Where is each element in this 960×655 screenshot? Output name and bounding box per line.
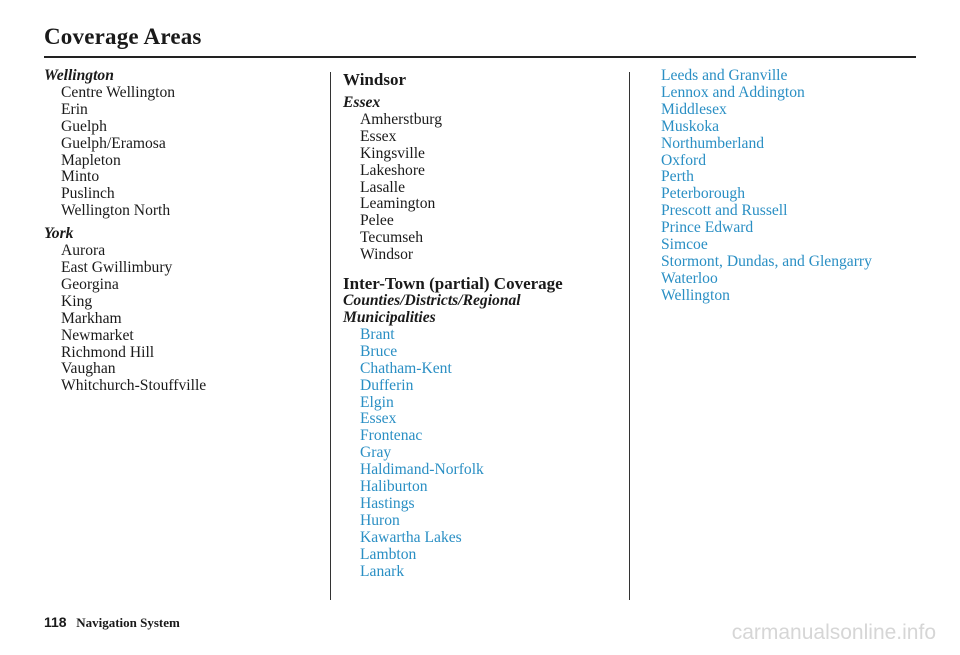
page-footer bbox=[44, 614, 180, 631]
york-list bbox=[44, 243, 324, 395]
list-item: Gray bbox=[360, 444, 392, 462]
list-item: Essex bbox=[360, 410, 397, 428]
column-divider-2 bbox=[629, 72, 630, 600]
column-1 bbox=[44, 68, 324, 395]
list-item: Centre Wellington bbox=[61, 83, 176, 101]
list-item: Kawartha Lakes bbox=[360, 528, 462, 546]
list-item: Kingsville bbox=[360, 144, 425, 162]
list-item: Markham bbox=[61, 309, 122, 327]
list-item: Essex bbox=[360, 127, 397, 145]
list-item: Newmarket bbox=[61, 326, 134, 344]
list-item: Perth bbox=[661, 168, 694, 186]
list-item: Peterborough bbox=[661, 185, 746, 203]
page-title: Coverage Areas bbox=[44, 24, 202, 49]
group-heading-essex: Essex bbox=[343, 94, 381, 111]
list-item: Chatham-Kent bbox=[360, 359, 452, 377]
essex-list bbox=[343, 112, 623, 264]
list-item: Vaughan bbox=[61, 360, 116, 378]
footer-label: Navigation System bbox=[76, 615, 180, 630]
inter-town-list bbox=[343, 327, 623, 581]
title-rule bbox=[44, 56, 916, 58]
list-item: Waterloo bbox=[661, 269, 718, 287]
list-item: Oxford bbox=[661, 151, 707, 169]
column-divider-1 bbox=[330, 72, 331, 600]
list-item: Lakeshore bbox=[360, 161, 425, 179]
column-2 bbox=[343, 70, 623, 580]
inter-subtitle-line-1: Counties/Districts/Regional bbox=[343, 292, 521, 310]
list-item: Tecumseh bbox=[360, 229, 423, 247]
wellington-list bbox=[44, 85, 324, 220]
list-item: Bruce bbox=[360, 342, 398, 360]
list-item: Erin bbox=[61, 100, 88, 118]
watermark: carmanualsonline.info bbox=[731, 621, 936, 644]
list-item: Lambton bbox=[360, 545, 417, 563]
list-item: Amherstburg bbox=[360, 110, 443, 128]
page-number: 118 bbox=[44, 614, 67, 630]
list-item: Lanark bbox=[360, 562, 405, 580]
list-item: Haliburton bbox=[360, 478, 428, 496]
list-item: Prescott and Russell bbox=[661, 202, 788, 220]
list-item: Mapleton bbox=[61, 151, 121, 169]
list-item: Guelph/Eramosa bbox=[61, 134, 166, 152]
list-item: Middlesex bbox=[661, 100, 727, 118]
list-item: Windsor bbox=[360, 246, 414, 264]
list-item: Wellington North bbox=[61, 202, 171, 220]
list-item: Leamington bbox=[360, 195, 436, 213]
list-item: Hastings bbox=[360, 494, 415, 512]
list-item: Northumberland bbox=[661, 134, 765, 152]
list-item: Lennox and Addington bbox=[661, 83, 805, 101]
list-item: Muskoka bbox=[661, 117, 720, 135]
list-item: Frontenac bbox=[360, 427, 423, 445]
inter-subtitle-line-2: Municipalities bbox=[343, 308, 436, 326]
list-item: Huron bbox=[360, 511, 400, 529]
list-item: Haldimand-Norfolk bbox=[360, 461, 484, 479]
list-item: King bbox=[61, 292, 93, 310]
list-item: Georgina bbox=[61, 275, 119, 293]
list-item: Puslinch bbox=[61, 185, 115, 203]
list-item: Whitchurch-Stouffville bbox=[61, 377, 207, 395]
list-item: Leeds and Granville bbox=[661, 67, 788, 84]
list-item: Richmond Hill bbox=[61, 343, 155, 361]
group-heading-wellington: Wellington bbox=[44, 67, 114, 84]
list-item: Stormont, Dundas, and Glengarry bbox=[661, 252, 872, 270]
list-item: Elgin bbox=[360, 393, 394, 411]
section-title-windsor: Windsor bbox=[343, 70, 406, 89]
list-item: Prince Edward bbox=[661, 219, 754, 237]
list-item: Lasalle bbox=[360, 178, 406, 196]
list-item: Guelph bbox=[61, 117, 107, 135]
list-item: Minto bbox=[61, 168, 100, 186]
inter-town-list-continued bbox=[661, 68, 941, 305]
list-item: Wellington bbox=[661, 286, 730, 304]
list-item: Brant bbox=[360, 325, 395, 343]
list-item: Aurora bbox=[61, 242, 106, 260]
section-title-inter-town: Inter-Town (partial) Coverage bbox=[343, 274, 563, 294]
list-item: Pelee bbox=[360, 212, 394, 230]
list-item: East Gwillimbury bbox=[61, 258, 173, 276]
group-heading-york: York bbox=[44, 225, 74, 243]
list-item: Simcoe bbox=[661, 236, 708, 254]
column-3 bbox=[661, 68, 941, 305]
list-item: Dufferin bbox=[360, 376, 414, 394]
